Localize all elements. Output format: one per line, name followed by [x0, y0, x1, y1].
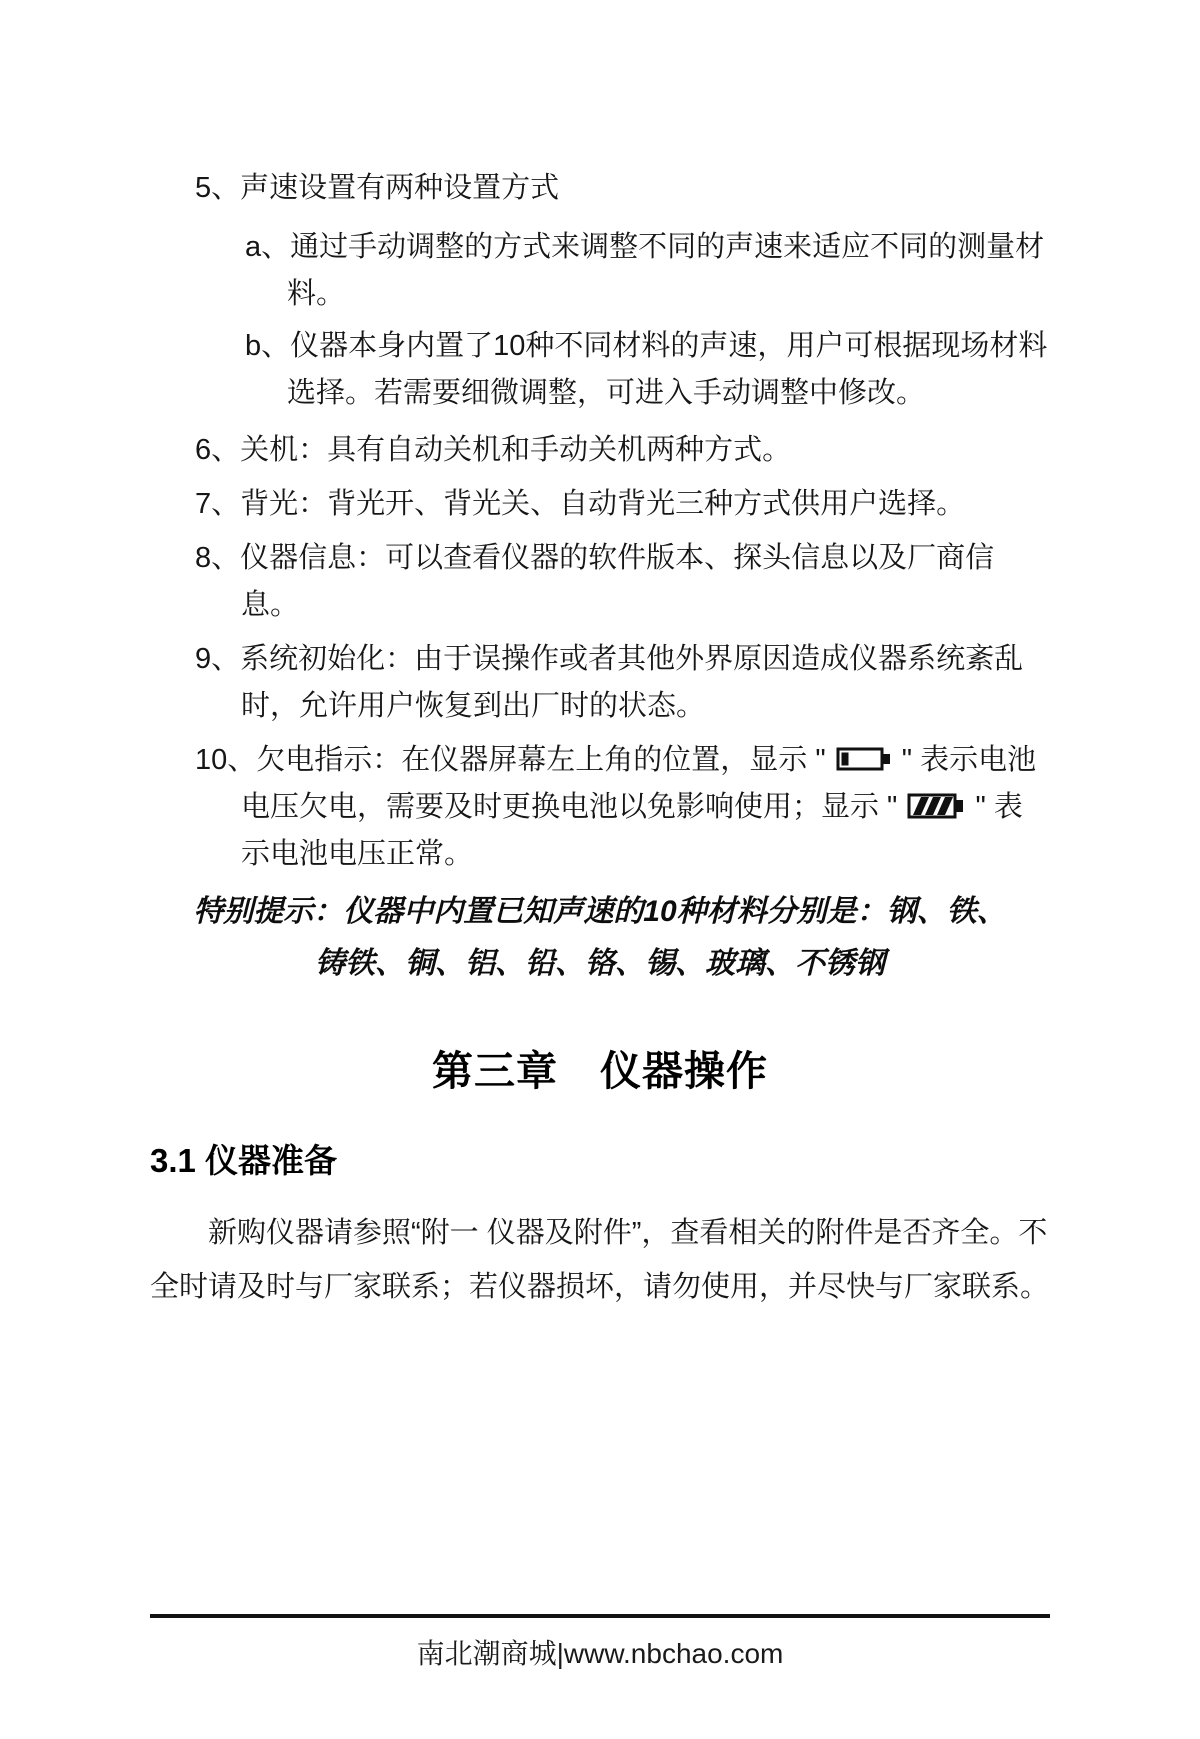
list-item	[195, 165, 1050, 212]
list-item-text-segment: " 表示电池电压欠电，需要及时更换电池以免影响使用；显示 "	[241, 744, 1037, 823]
footer-text: 南北潮商城|www.nbchao.com	[416, 1638, 784, 1669]
footer-rule	[150, 1614, 1050, 1672]
list-item-text: 声速设置有两种设置方式	[240, 172, 560, 204]
list-item	[195, 636, 1050, 730]
feature-list	[195, 165, 1050, 878]
list-item	[195, 427, 1050, 474]
chapter-heading: 第三章 仪器操作	[432, 1048, 768, 1094]
list-item-number: 8、	[195, 542, 241, 574]
list-item-number: 7、	[195, 488, 241, 520]
list-item-number: 10、	[195, 744, 257, 776]
sub-item-text: 仪器本身内置了10种不同材料的声速，用户可根据现场材料选择。若需要细微调整，可进入手动调整中修改。	[287, 330, 1048, 409]
sub-item-label: a、	[245, 231, 291, 263]
battery-low-icon	[836, 745, 892, 773]
sub-list-item	[245, 224, 1050, 318]
special-note: 特别提示：仪器中内置已知声速的10种材料分别是：钢、铁、铸铁、铜、铝、铅、铬、锡、玻璃、不锈钢	[193, 895, 1007, 980]
list-item-text: 关机：具有自动关机和手动关机两种方式。	[240, 434, 792, 466]
battery-full-icon	[907, 792, 965, 820]
list-item-text-segment: " 表示电池电压正常。	[241, 791, 1023, 870]
list-item-number: 9、	[195, 643, 241, 675]
list-item-text-segment: 欠电指示：在仪器屏幕左上角的位置，显示 "	[256, 744, 834, 776]
list-item-text	[241, 744, 1036, 870]
list-item	[195, 737, 1050, 878]
sub-item-text: 通过手动调整的方式来调整不同的声速来适应不同的测量材料。	[287, 231, 1045, 310]
list-item-number: 5、	[195, 172, 241, 204]
section-heading: 3.1 仪器准备	[150, 1142, 338, 1179]
sub-item-label: b、	[245, 330, 291, 362]
list-item-text: 仪器信息：可以查看仪器的软件版本、探头信息以及厂商信息。	[240, 542, 995, 621]
list-item-number: 6、	[195, 434, 241, 466]
body-paragraph: 新购仪器请参照“附一 仪器及附件”，查看相关的附件是否齐全。不全时请及时与厂家联系；若仪器损坏，请勿使用，并尽快与厂家联系。	[150, 1217, 1050, 1303]
list-item-text: 系统初始化：由于误操作或者其他外界原因造成仪器系统紊乱时，允许用户恢复到出厂时的状态。	[240, 643, 1024, 722]
sub-list-item	[245, 323, 1050, 417]
list-item-text: 背光：背光开、背光关、自动背光三种方式供用户选择。	[240, 488, 966, 520]
list-item	[195, 535, 1050, 629]
list-item	[195, 481, 1050, 528]
